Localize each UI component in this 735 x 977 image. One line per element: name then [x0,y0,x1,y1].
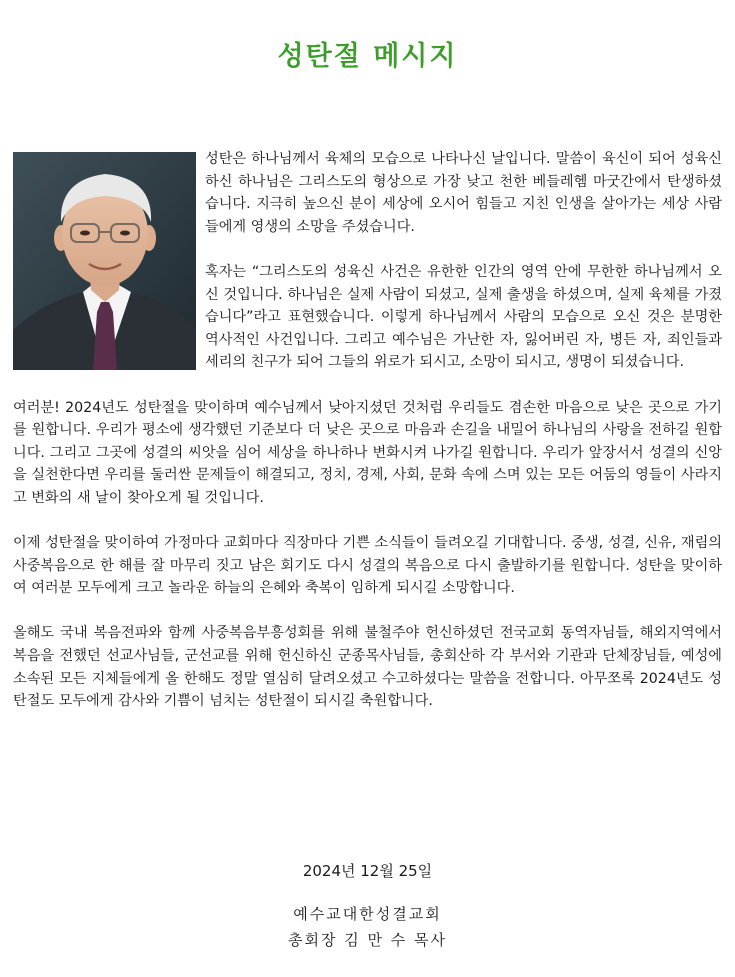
paragraph-4: 이제 성탄절을 맞이하여 가정마다 교회마다 직장마다 기쁜 소식들이 들려오길 기대합니다. 중생, 성결, 신유, 재림의 사중복음으로 한 해를 잘 마무리 짓고 남은 회기도 다시 성결의 복음으로 다시 출발하기를 원합니다. 성탄을 맞이하여 여러분 모두에게 크고 놀라운 하늘의 은혜와 축복이 임하게 되시길 소망합니다. [13,535,722,597]
paragraph-2: 혹자는 “그리스도의 성육신 사건은 유한한 인간의 영역 안에 무한한 하나님께서 오신 것입니다. 하나님은 실제 사람이 되셨고, 실제 출생을 하셨으며, 실제 육체를 가졌습니다”라고 표현했습니다. 이렇게 하나님께서 사람의 모습으로 오신 것은 분명한 역사적인 사건입니다. 그리고 예수님은 가난한 자, 잃어버린 자, 병든 자, 죄인들과 세리의 친구가 되어 그들의 위로가 되시고, 소망이 되시고, 생명이 되셨습니다. [205,263,722,371]
message-body [13,148,722,735]
portrait-spacer [13,148,205,380]
paragraph-1: 성탄은 하나님께서 육체의 모습으로 나타나신 날입니다. 말씀이 육신이 되어 성육신하신 하나님은 그리스도의 형상으로 가장 낮고 천한 베들레헴 마굿간에서 탄생하셨습니다. 지극히 높으신 분이 세상에 오시어 힘들고 지친 인생을 살아가는 세상 사람들에게 영생의 소망을 주셨습니다. [205,151,722,235]
organization-name: 예수교대한성결교회 [293,905,442,923]
message-date: 2024년 12월 25일 [302,862,433,880]
paragraph-5: 올해도 국내 복음전파와 함께 사중복음부흥성회를 위해 불철주야 헌신하셨던 전국교회 동역자님들, 해외지역에서 복음을 전했던 선교사님들, 군선교를 위해 헌신하신 군종목사님들, 총회산하 각 부서와 기관과 단체장님들, 예성에 소속된 모든 지체들에게 올 한해도 정말 열심히 달려오셨고 수고하셨다는 말씀을 전합니다. 아무쪼록 2024년도 성탄절도 모두에게 감사와 기쁨이 넘치는 성탄절이 되시길 축원합니다. [13,625,722,710]
paragraph-3: 여러분! 2024년도 성탄절을 맞이하며 예수님께서 낮아지셨던 것처럼 우리들도 겸손한 마음으로 낮은 곳으로 가기를 원합니다. 우리가 평소에 생각했던 기준보다 더 낮은 곳으로 마음과 손길을 내밀어 하나님의 사랑을 전하길 원합니다. 그리고 그곳에 성결의 씨앗을 심어 세상을 하나하나 변화시켜 나가길 원합니다. 우리가 앞장서서 성결의 신앙을 실천한다면 우리를 둘러싼 문제들이 해결되고, 정치, 경제, 사회, 문화 속에 스며 있는 모든 어둠의 영들이 사라지고 변화의 새 날이 찾아오게 될 것입니다. [13,399,722,506]
page-title: 성탄절 메시지 [277,41,458,72]
signer-name: 총회장 김 만 수 목사 [288,931,447,949]
